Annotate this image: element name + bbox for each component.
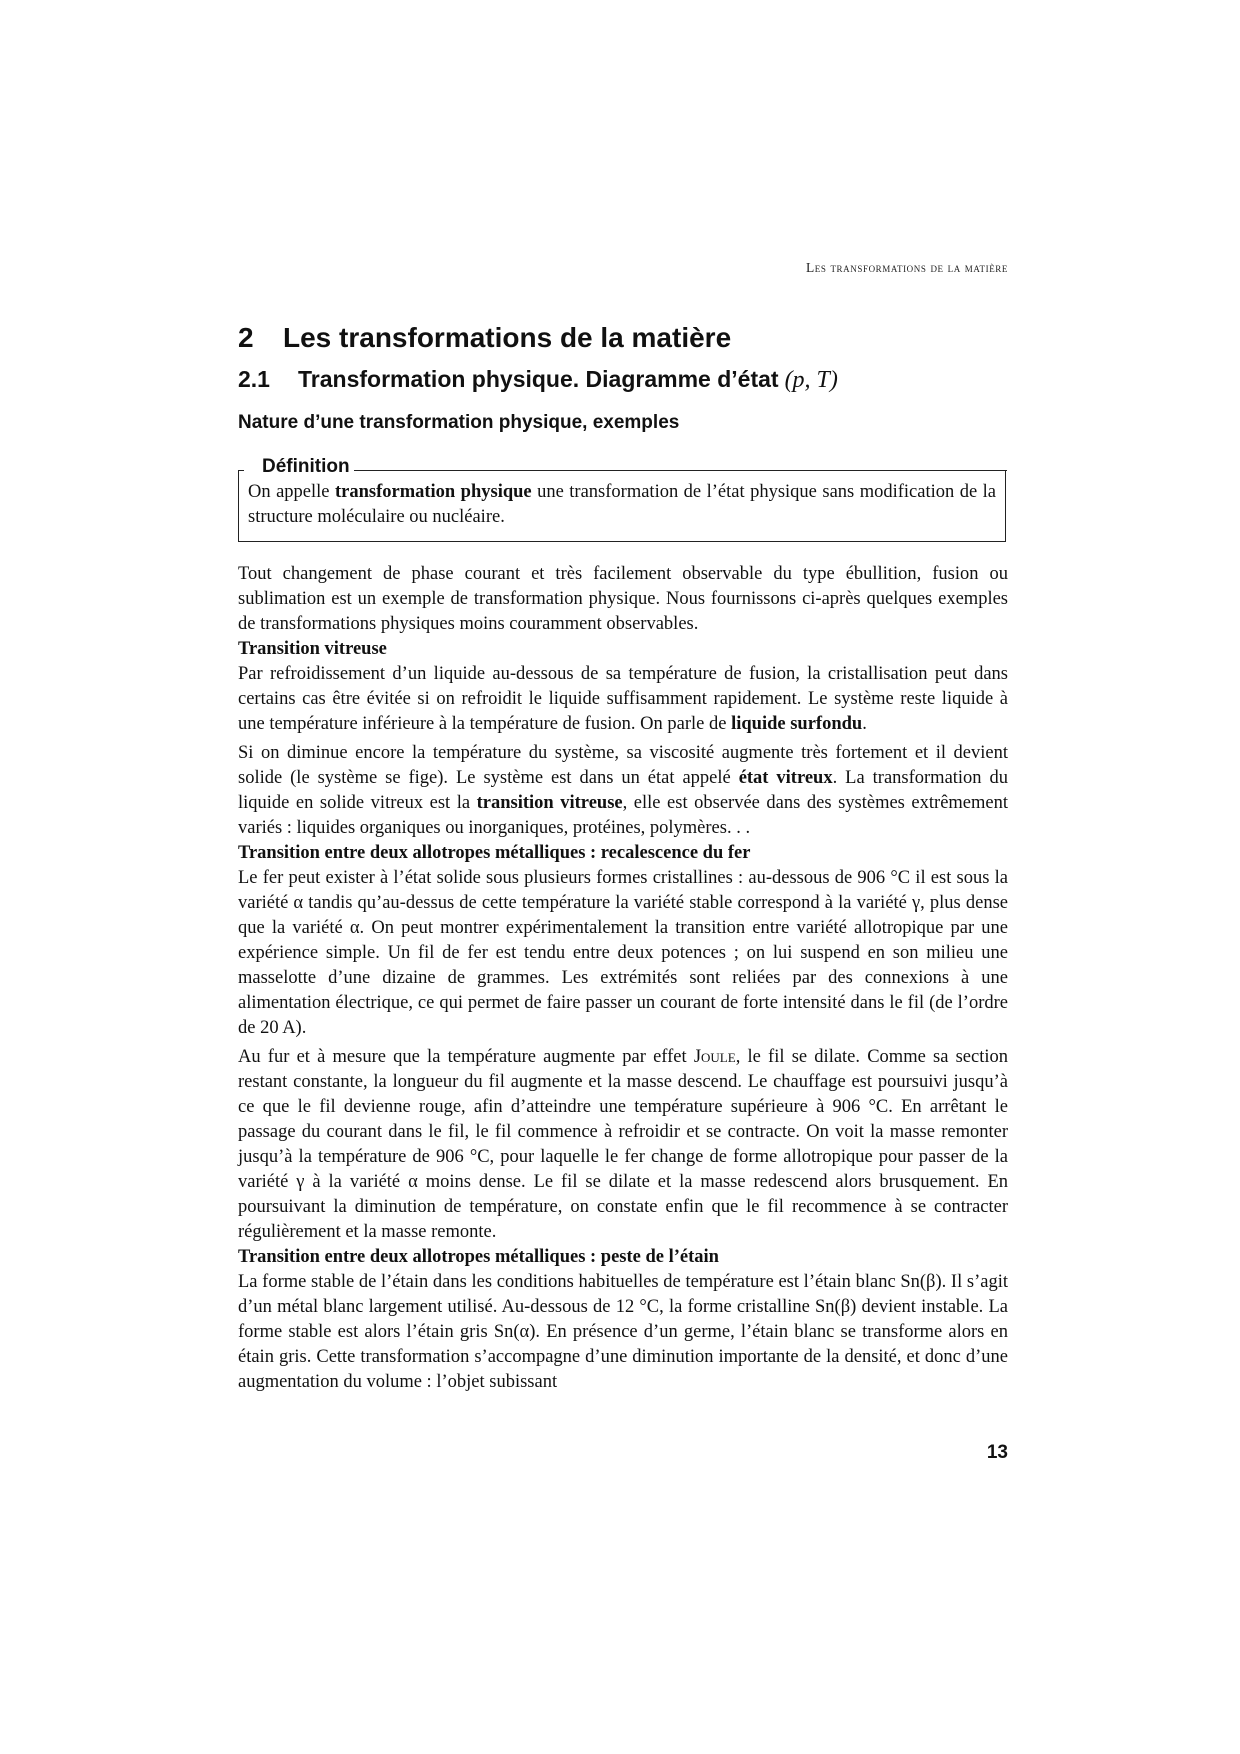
intro-paragraph: Tout changement de phase courant et très facilement observable du type ébullition, fusion ou sublimation est un exemple de transformation physique. Nous fournissons ci-après quelques exemples de transformations physiques moins couramment observables.	[238, 564, 1008, 634]
running-head: Les transformations de la matière	[805, 260, 1008, 275]
subsection-title: Nature d’une transformation physique, exemples	[238, 412, 680, 433]
section-title-text: Transformation physique. Diagramme d’état	[298, 366, 779, 392]
chapter-number: 2	[238, 322, 254, 353]
name-joule: Joule	[693, 1047, 736, 1067]
definition-text-part: On appelle	[248, 482, 335, 502]
chapter-title-text: Les transformations de la matière	[283, 322, 732, 353]
definition-label: Définition	[262, 454, 354, 480]
text-span: . La transformation du liquide en solide vitreux est la	[238, 768, 1009, 813]
vitreuse-paragraph-1	[238, 662, 1008, 737]
term-transition-vitreuse: transition vitreuse	[476, 793, 623, 813]
heading-recalescence-fer: Transition entre deux allotropes métalliques : recalescence du fer	[238, 843, 751, 863]
text-span: , le fil se dilate. Comme sa section restant constante, la longueur du fil augmente et la masse descend. Le chauffage est poursuivi jusqu’à ce que le fil devienne rouge, afin d’atteindre une température supérieure à 906 °C. En arrêtant le passage du courant dans le fil, le fil commence à refroidir et se contracte. On voit la masse remonter jusqu’à la température de 906 °C, pour laquelle le fer change de forme allotropique pour passer de la variété γ à la variété α moins dense. Le fil se dilate et la masse redescend alors brusquement. En poursuivant la diminution de température, on constate enfin que le fil recommence à se contracter régulièrement et la masse remonte.	[238, 1047, 1009, 1242]
chapter-title	[238, 320, 731, 356]
section-math: (p, T)	[784, 367, 838, 393]
page-number: 13	[986, 1442, 1008, 1463]
book-page	[238, 0, 1008, 1754]
heading-peste-etain: Transition entre deux allotropes métalliques : peste de l’étain	[238, 1247, 719, 1267]
term-liquide-surfondu: liquide surfondu	[731, 714, 863, 734]
etain-paragraph-1: La forme stable de l’étain dans les conditions habituelles de température est l’étain blanc Sn(β). Il s’agit d’un métal blanc largement utilisé. Au-dessous de 12 °C, la forme cristalline Sn(β) devient instable. La forme stable est alors l’étain gris Sn(α). En présence d’un germe, l’étain blanc se transforme alors en étain gris. Cette transformation s’accompagne d’une diminution importante de la densité, et donc d’une augmentation du volume : l’objet subissant	[238, 1272, 1008, 1392]
fer-paragraph-2	[238, 1045, 1008, 1245]
vitreuse-paragraph-2	[238, 741, 1008, 841]
definition-box	[238, 470, 1006, 542]
term-etat-vitreux: état vitreux	[738, 768, 833, 788]
text-span: Si on diminue encore la température du système, sa viscosité augmente très fortement et il devient solide (le système se fige). Le système est dans un état appelé	[238, 743, 1008, 788]
definition-box-border	[238, 470, 244, 471]
definition-term: transformation physique	[334, 482, 532, 502]
text-span: , elle est observée dans des systèmes extrêmement variés : liquides organiques ou inorganiques, protéines, polymères. . .	[238, 793, 1008, 838]
heading-transition-vitreuse: Transition vitreuse	[238, 639, 387, 659]
body-text	[238, 562, 1008, 1399]
definition-box-border	[353, 470, 1007, 471]
text-span: Par refroidissement d’un liquide au-dessous de sa température de fusion, la cristallisation peut dans certains cas être évitée si on refroidit le liquide suffisamment rapidement. Le système reste liquide à une température inférieure à la température de fusion. On parle de	[238, 664, 1008, 734]
section-title	[238, 364, 838, 395]
fer-paragraph-1: Le fer peut exister à l’état solide sous plusieurs formes cristallines : au-dessous de 906 °C il est sous la variété α tandis qu’au-dessus de cette température la variété stable correspond à la variété γ, plus dense que la variété α. On peut montrer expérimentalement la transition entre variété allotropique par une expérience simple. Un fil de fer est tendu entre deux potences ; on lui suspend en son milieu une masselotte d’une dizaine de grammes. Les extrémités sont reliées par des connexions à une alimentation électrique, ce qui permet de faire passer un courant de forte intensité dans le fil (de l’ordre de 20 A).	[238, 868, 1008, 1038]
definition-text	[248, 480, 996, 530]
text-span: Au fur et à mesure que la température augmente par effet	[238, 1047, 694, 1067]
definition-text-part: une transformation de l’état physique sans modification de la structure moléculaire ou nucléaire.	[248, 482, 996, 527]
section-number: 2.1	[238, 366, 270, 392]
text-span: .	[862, 714, 867, 734]
